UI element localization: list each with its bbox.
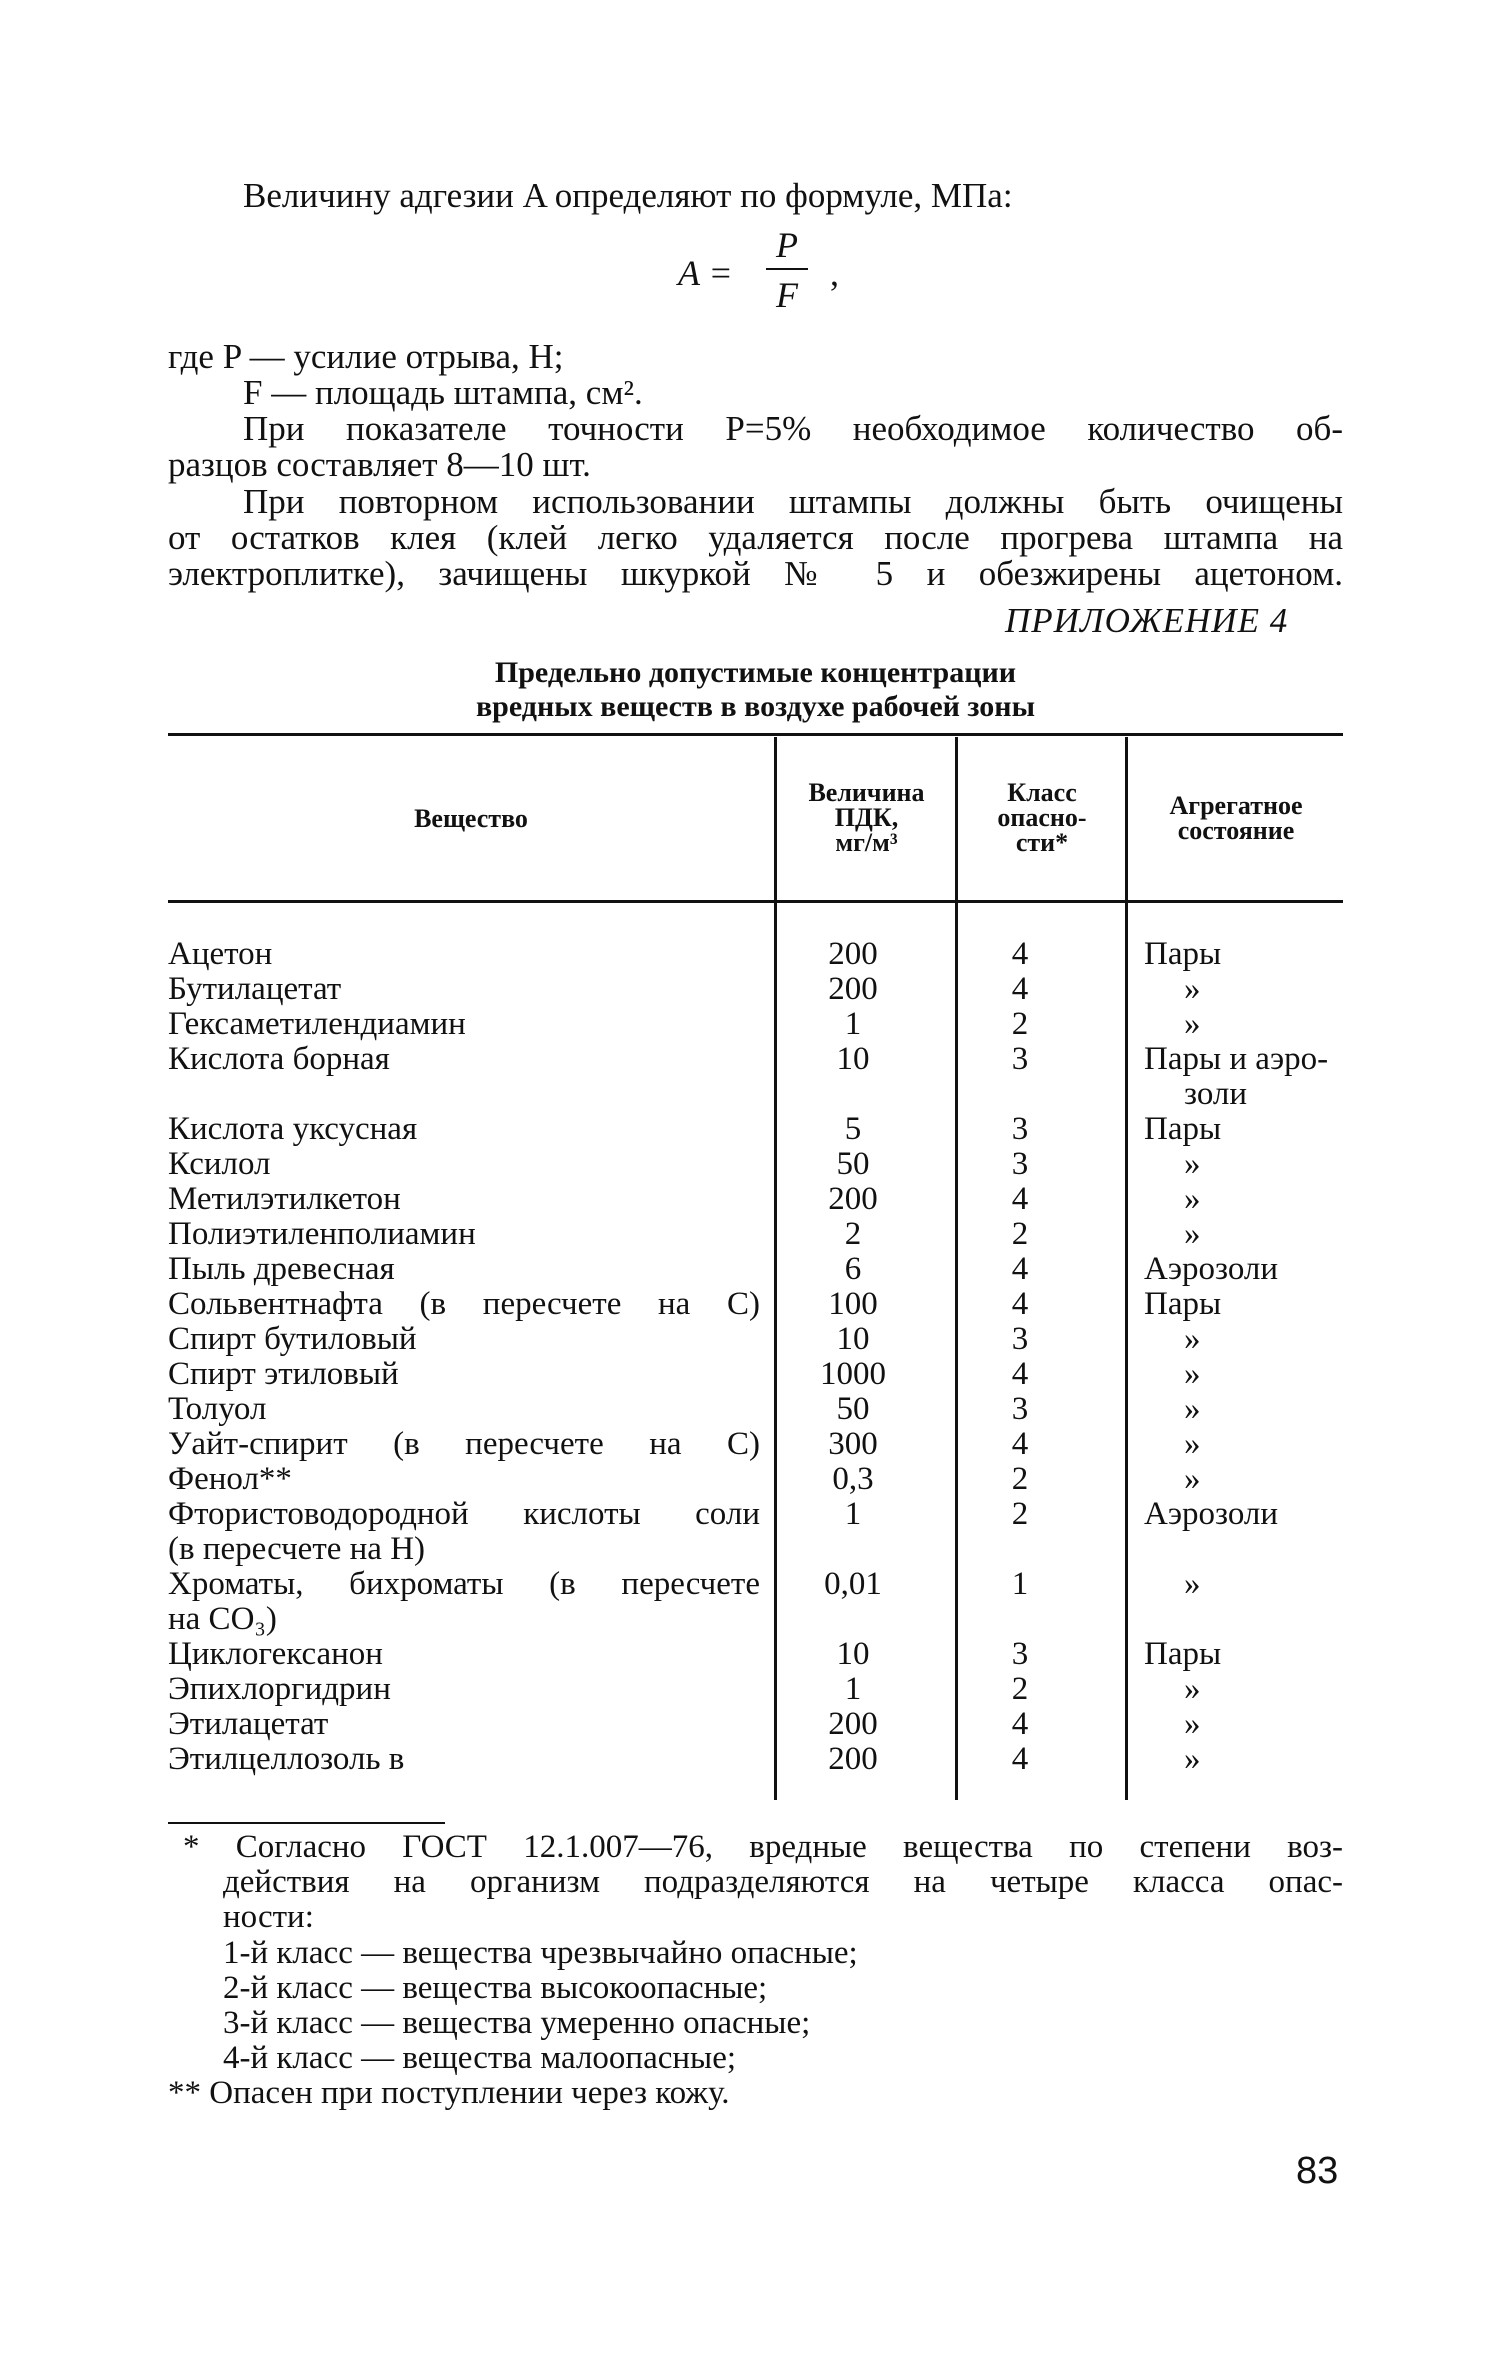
cell-aggregate-state [1144, 1287, 1364, 1322]
substance-name-line: Этилцеллозоль в [168, 1741, 405, 1777]
cell-substance [168, 1322, 760, 1357]
cell-substance [168, 1462, 760, 1497]
cell-substance [168, 1637, 760, 1672]
table-title-line1: Предельно допустимые концентрации [494, 656, 1017, 689]
para1-line2: разцов составляет 8—10 шт. [168, 445, 591, 484]
substance-name-line: на CO₃) [168, 1601, 277, 1637]
cell-hazard-class: 4 [1011, 1706, 1029, 1742]
cell-aggregate-state [1144, 1707, 1364, 1742]
para1-line1: При показателе точности P=5% необходимое количество об- [243, 409, 1343, 448]
substance-name-line: Фенол** [168, 1461, 292, 1497]
header-aggregate-state [1129, 793, 1343, 843]
cell-substance [168, 1357, 760, 1392]
cell-aggregate-state [1144, 1427, 1364, 1462]
state-line: » [1184, 1566, 1201, 1602]
substance-name-line: Бутилацетат [168, 971, 342, 1007]
cell-pdk: 50 [836, 1391, 870, 1427]
cell-hazard-class: 2 [1011, 1671, 1029, 1707]
cell-substance [168, 1392, 760, 1427]
cell-aggregate-state [1144, 1112, 1364, 1147]
para2-line1: При повторном использовании штампы должны быть очищены [243, 482, 1343, 521]
substance-name-line: Циклогексанон [168, 1636, 383, 1672]
cell-pdk: 10 [836, 1321, 870, 1357]
header-pdk-line2: ПДК, [834, 803, 899, 832]
substance-name-line: Эпихлоргидрин [168, 1671, 391, 1707]
substance-name-line: (в пересчете на Н) [168, 1531, 426, 1567]
table-row [168, 1357, 1348, 1392]
cell-hazard-class: 4 [1011, 1251, 1029, 1287]
cell-aggregate-state [1144, 1392, 1364, 1427]
header-hazard-line3: сти* [1015, 828, 1069, 857]
cell-pdk: 200 [828, 971, 878, 1007]
footnote-star1-line1: * Согласно ГОСТ 12.1.007—76, вредные вещества по степени воз- [183, 1829, 1343, 1865]
state-line: Пары [1144, 1636, 1222, 1672]
cell-hazard-class: 4 [1011, 1356, 1029, 1392]
state-line: » [1184, 1741, 1201, 1777]
substance-name-line: Гексаметилендиамин [168, 1006, 466, 1042]
cell-hazard-class: 2 [1011, 1496, 1029, 1532]
formula-lhs: A = [678, 253, 733, 293]
formula-trail: , [830, 253, 839, 293]
table-row [168, 1322, 1348, 1357]
cell-aggregate-state [1144, 1672, 1364, 1707]
substance-name-line: Уайт-спирит (в пересчете на С) [168, 1426, 760, 1462]
cell-aggregate-state [1144, 1252, 1364, 1287]
cell-hazard-class: 2 [1011, 1461, 1029, 1497]
cell-substance [168, 1007, 760, 1042]
cell-hazard-class: 4 [1011, 1426, 1029, 1462]
cell-substance [168, 937, 760, 972]
cell-pdk: 50 [836, 1146, 870, 1182]
table-row [168, 1112, 1348, 1147]
substance-name-line: Хроматы, бихроматы (в пересчете [168, 1566, 760, 1602]
cell-hazard-class: 4 [1011, 1181, 1029, 1217]
table-row [168, 1042, 1348, 1112]
table-row [168, 1427, 1348, 1462]
cell-pdk: 200 [828, 936, 878, 972]
table-row [168, 1392, 1348, 1427]
footnote-star1-line2: действия на организм подразделяются на четыре класса опас- [223, 1864, 1343, 1900]
cell-substance [168, 1252, 760, 1287]
state-line: » [1184, 1321, 1201, 1357]
header-pdk-line3: мг/м³ [835, 828, 898, 857]
cell-pdk: 1000 [820, 1356, 886, 1392]
table-row [168, 1252, 1348, 1287]
appendix-label: ПРИЛОЖЕНИЕ 4 [1005, 601, 1289, 640]
substance-name-line: Этилацетат [168, 1706, 329, 1742]
cell-substance [168, 1742, 760, 1777]
header-substance: Вещество [414, 804, 528, 833]
table-row [168, 1217, 1348, 1252]
footnote-star1-line3: ности: [223, 1899, 314, 1935]
cell-aggregate-state [1144, 1462, 1364, 1497]
table-top-rule [168, 733, 1343, 736]
table-row [168, 1497, 1348, 1567]
state-line: » [1184, 1671, 1201, 1707]
table-row [168, 1147, 1348, 1182]
substance-name-line: Кислота борная [168, 1041, 390, 1077]
cell-substance [168, 972, 760, 1007]
cell-hazard-class: 3 [1011, 1111, 1029, 1147]
cell-aggregate-state [1144, 1497, 1364, 1532]
state-line: » [1184, 1216, 1201, 1252]
cell-pdk: 1 [844, 1006, 862, 1042]
cell-substance [168, 1287, 760, 1322]
substance-name-line: Спирт этиловый [168, 1356, 399, 1392]
cell-aggregate-state [1144, 1217, 1364, 1252]
state-line: Пары [1144, 936, 1222, 972]
cell-aggregate-state [1144, 1567, 1364, 1602]
cell-hazard-class: 4 [1011, 1741, 1029, 1777]
cell-substance [168, 1147, 760, 1182]
cell-pdk: 10 [836, 1041, 870, 1077]
footnote-star1 [183, 1830, 1343, 1935]
cell-substance [168, 1217, 760, 1252]
table-body [168, 937, 1348, 1777]
cell-hazard-class: 3 [1011, 1146, 1029, 1182]
table-row [168, 1742, 1348, 1777]
cell-hazard-class: 2 [1011, 1006, 1029, 1042]
adhesion-formula [678, 224, 858, 314]
cell-substance [168, 1567, 760, 1637]
footnote-classes [223, 1936, 858, 2076]
page-number: 83 [1296, 2150, 1339, 2192]
cell-pdk: 300 [828, 1426, 878, 1462]
header-hazard-line2: опасно- [997, 803, 1087, 832]
cell-aggregate-state [1144, 1742, 1364, 1777]
cell-substance [168, 1497, 760, 1567]
state-line: » [1184, 1146, 1201, 1182]
cell-pdk: 2 [844, 1216, 862, 1252]
para2-line2: от остатков клея (клей легко удаляется после прогрева штампа на [168, 518, 1343, 557]
formula-intro: Величину адгезии A определяют по формуле, МПа: [243, 176, 1013, 215]
cell-hazard-class: 4 [1011, 971, 1029, 1007]
state-line: » [1184, 1461, 1201, 1497]
cell-pdk: 0,3 [832, 1461, 874, 1497]
substance-name-line: Толуол [168, 1391, 267, 1427]
cell-aggregate-state [1144, 1182, 1364, 1217]
cell-aggregate-state [1144, 1322, 1364, 1357]
cell-hazard-class: 3 [1011, 1321, 1029, 1357]
substance-name-line: Ацетон [168, 936, 273, 972]
state-line: Пары [1144, 1286, 1222, 1322]
cell-hazard-class: 3 [1011, 1041, 1029, 1077]
cell-aggregate-state [1144, 972, 1364, 1007]
table-row [168, 972, 1348, 1007]
table-row [168, 1567, 1348, 1637]
state-line: золи [1184, 1076, 1248, 1112]
state-line: » [1184, 1706, 1201, 1742]
cell-pdk: 0,01 [824, 1566, 882, 1602]
cell-pdk: 100 [828, 1286, 878, 1322]
cell-substance [168, 1042, 760, 1077]
cell-pdk: 5 [844, 1111, 862, 1147]
fraction-bar [766, 268, 808, 270]
footnote-rule [168, 1822, 445, 1824]
cell-aggregate-state [1144, 1637, 1364, 1672]
where-p: где P — усилие отрыва, Н; [168, 337, 564, 376]
substance-name-line: Спирт бутиловый [168, 1321, 417, 1357]
cell-substance [168, 1672, 760, 1707]
table-title-line2: вредных веществ в воздухе рабочей зоны [475, 690, 1036, 723]
header-state-line2: состояние [1177, 816, 1295, 845]
cell-hazard-class: 3 [1011, 1391, 1029, 1427]
cell-pdk: 200 [828, 1181, 878, 1217]
cell-aggregate-state [1144, 937, 1364, 972]
cell-aggregate-state [1144, 1357, 1364, 1392]
substance-name-line: Полиэтиленполиамин [168, 1216, 476, 1252]
cell-pdk: 6 [844, 1251, 862, 1287]
substance-name-line: Метилэтилкетон [168, 1181, 401, 1217]
header-hazard-line1: Класс [1007, 778, 1077, 807]
cell-pdk: 200 [828, 1706, 878, 1742]
table-row [168, 1672, 1348, 1707]
table-row [168, 937, 1348, 972]
cell-substance [168, 1707, 760, 1742]
footnote-class-4: 4-й класс — вещества малоопасные; [223, 2040, 737, 2076]
state-line: Пары [1144, 1111, 1222, 1147]
formula-denominator: F [776, 275, 798, 315]
cell-hazard-class: 4 [1011, 936, 1029, 972]
cell-aggregate-state [1144, 1007, 1364, 1042]
header-hazard-class [959, 780, 1125, 855]
cell-substance [168, 1182, 760, 1217]
state-line: » [1184, 1006, 1201, 1042]
table-title [168, 656, 1343, 724]
table-row [168, 1287, 1348, 1322]
state-line: Аэрозоли [1144, 1496, 1279, 1532]
cell-hazard-class: 4 [1011, 1286, 1029, 1322]
cell-pdk: 1 [844, 1496, 862, 1532]
state-line: » [1184, 1181, 1201, 1217]
table-row [168, 1182, 1348, 1217]
state-line: » [1184, 1426, 1201, 1462]
footnote-class-3: 3-й класс — вещества умеренно опасные; [223, 2005, 811, 2041]
cell-pdk: 1 [844, 1671, 862, 1707]
cell-hazard-class: 2 [1011, 1216, 1029, 1252]
cell-hazard-class: 3 [1011, 1636, 1029, 1672]
substance-name-line: Пыль древесная [168, 1251, 395, 1287]
cell-pdk: 10 [836, 1636, 870, 1672]
footnote-star2: ** Опасен при поступлении через кожу. [168, 2075, 730, 2111]
cell-aggregate-state [1144, 1147, 1364, 1182]
state-line: » [1184, 1356, 1201, 1392]
table-row [168, 1462, 1348, 1497]
substance-name-line: Фтористоводородной кислоты соли [168, 1496, 760, 1532]
cell-hazard-class: 1 [1011, 1566, 1029, 1602]
substance-name-line: Ксилол [168, 1146, 271, 1182]
table-row [168, 1637, 1348, 1672]
state-line: Аэрозоли [1144, 1251, 1279, 1287]
substance-name-line: Кислота уксусная [168, 1111, 418, 1147]
table-header-rule [168, 900, 1343, 903]
where-f: F — площадь штампа, см². [243, 373, 643, 412]
state-line: » [1184, 971, 1201, 1007]
cell-substance [168, 1427, 760, 1462]
header-pdk-line1: Величина [808, 778, 925, 807]
cell-aggregate-state [1144, 1042, 1364, 1112]
cell-substance [168, 1112, 760, 1147]
state-line: » [1184, 1391, 1201, 1427]
substance-name-line: Сольвентнафта (в пересчете на С) [168, 1286, 760, 1322]
table-row [168, 1007, 1348, 1042]
footnote-class-2: 2-й класс — вещества высокоопасные; [223, 1970, 768, 2006]
header-pdk [778, 780, 955, 855]
cell-pdk: 200 [828, 1741, 878, 1777]
state-line: Пары и аэро- [1144, 1041, 1329, 1077]
footnote-class-1: 1-й класс — вещества чрезвычайно опасные; [223, 1935, 858, 1971]
header-state-line1: Агрегатное [1169, 791, 1303, 820]
para2-line3: электроплитке), зачищены шкуркой № 5 и обезжирены ацетоном. [168, 554, 1343, 593]
formula-numerator: P [776, 225, 798, 265]
table-row [168, 1707, 1348, 1742]
